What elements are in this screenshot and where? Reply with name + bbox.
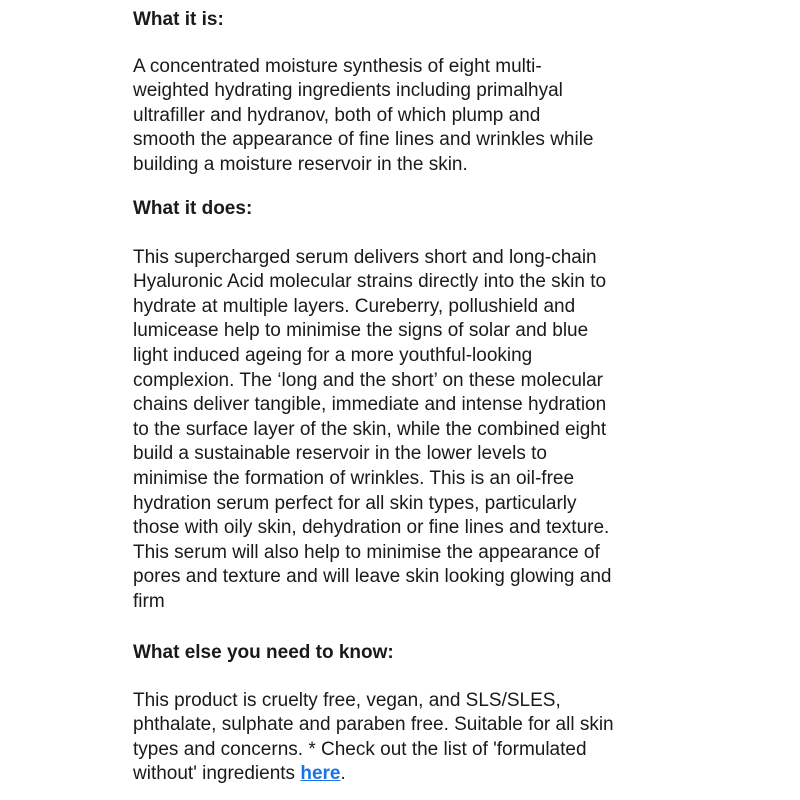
text-line (133, 762, 614, 787)
section-body (133, 55, 594, 178)
text-fragment: without' ingredients (133, 763, 301, 785)
text-line: pores and texture and will leave skin looking glowing and (133, 566, 612, 588)
text-line: to the surface layer of the skin, while the combined eight (133, 418, 607, 440)
text-line: those with oily skin, dehydration or fine lines and texture. (133, 517, 610, 539)
text-fragment: . (340, 763, 346, 785)
formulated-without-link[interactable]: here (300, 763, 341, 785)
text-line: ultrafiller and hydranov, both of which plump and (133, 104, 541, 126)
section-body (133, 689, 614, 787)
section-body (133, 246, 611, 615)
section-heading: What it is: (133, 9, 224, 30)
text-line: This supercharged serum delivers short and long-chain (133, 246, 597, 268)
text-line: phthalate, sulphate and paraben free. Suitable for all skin (133, 714, 614, 736)
section-what-it-is (133, 8, 594, 178)
section-what-it-does (133, 197, 611, 615)
text-line: A concentrated moisture synthesis of eight multi- (133, 55, 542, 77)
text-line: types and concerns. * Check out the list of 'formulated (133, 738, 587, 760)
section-heading: What else you need to know: (133, 642, 394, 663)
text-line: This serum will also help to minimise the appearance of (133, 541, 600, 563)
section-heading: What it does: (133, 198, 253, 219)
section-what-else (133, 641, 614, 787)
text-line: This product is cruelty free, vegan, and SLS/SLES, (133, 689, 561, 711)
text-line: chains deliver tangible, immediate and intense hydration (133, 394, 607, 416)
text-line: hydrate at multiple layers. Cureberry, pollushield and (133, 295, 576, 317)
text-line: lumicease help to minimise the signs of solar and blue (133, 320, 589, 342)
text-line: light induced ageing for a more youthful-looking (133, 344, 533, 366)
text-line: Hyaluronic Acid molecular strains directly into the skin to (133, 271, 607, 293)
text-line: weighted hydrating ingredients including primalhyal (133, 80, 563, 102)
text-line: build a sustainable reservoir in the lower levels to (133, 443, 547, 465)
text-line: smooth the appearance of fine lines and wrinkles while (133, 129, 594, 151)
text-line: building a moisture reservoir in the skin. (133, 153, 468, 175)
text-line: complexion. The ‘long and the short’ on these molecular (133, 369, 603, 391)
text-line: hydration serum perfect for all skin types, particularly (133, 492, 577, 514)
text-line: firm (133, 590, 165, 612)
text-line: minimise the formation of wrinkles. This is an oil-free (133, 467, 575, 489)
